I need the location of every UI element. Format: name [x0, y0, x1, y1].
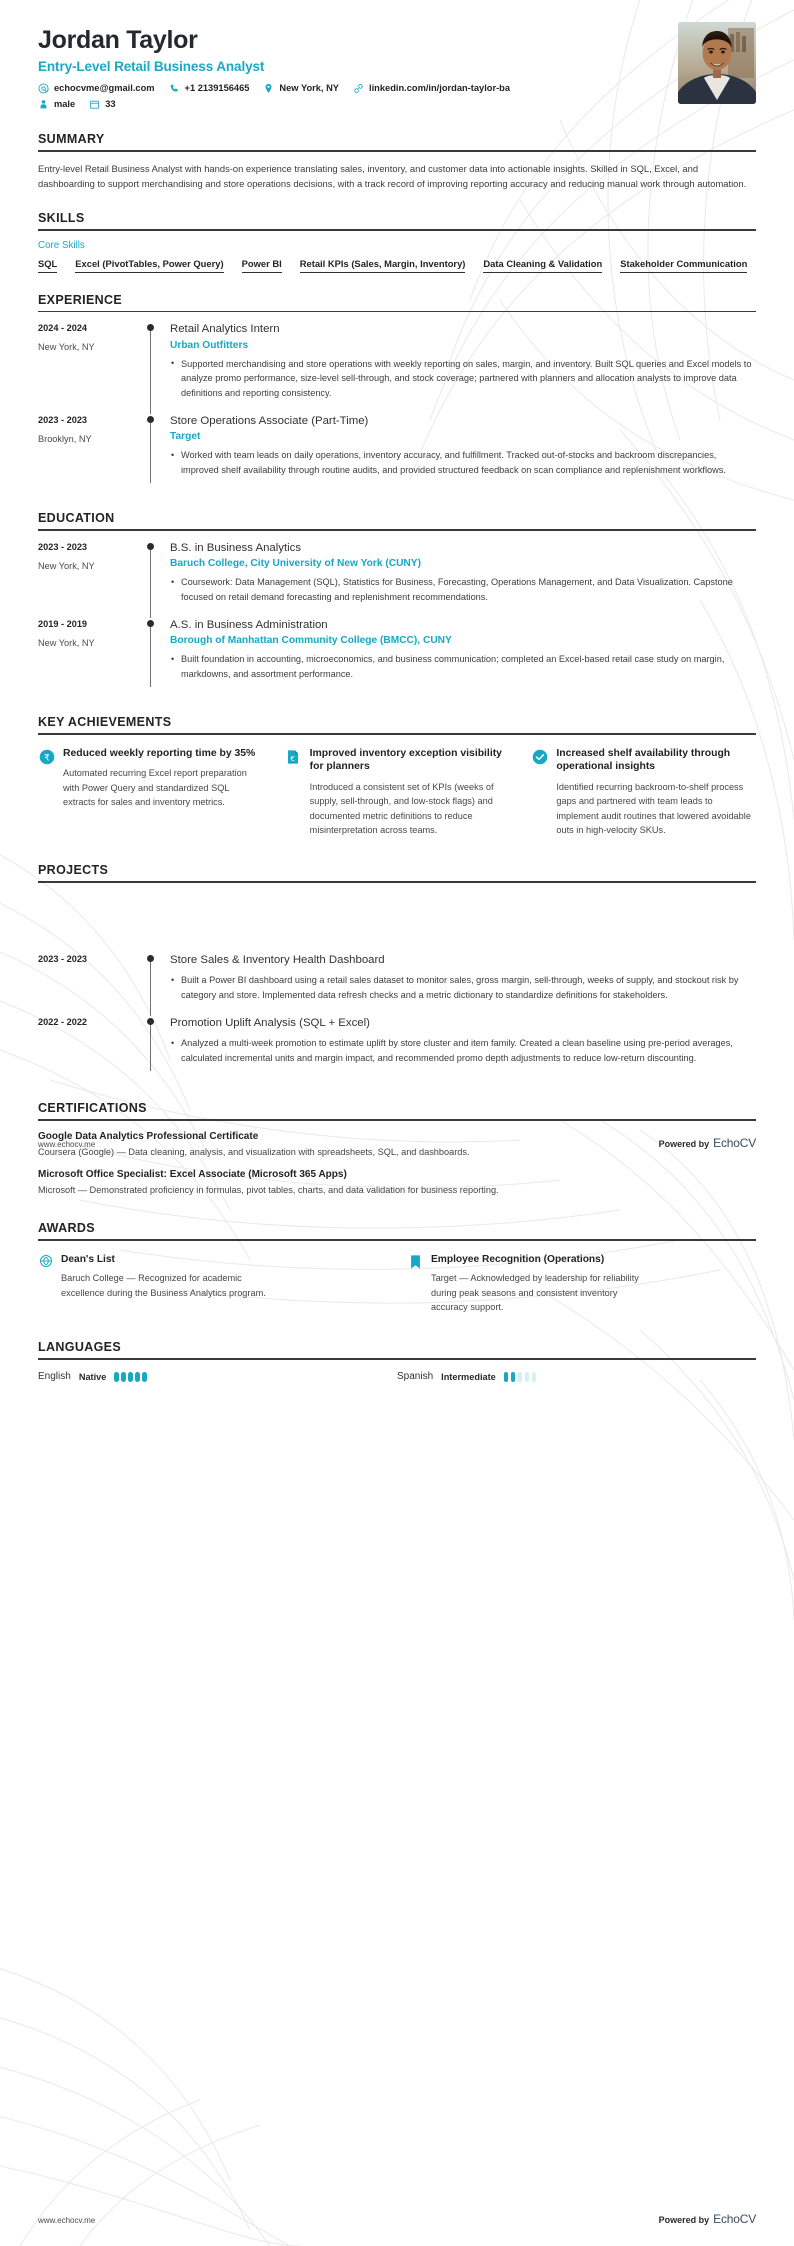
entry-date: 2023 - 2023 — [38, 954, 88, 965]
achievement-body — [556, 747, 756, 838]
entry-role: Store Operations Associate (Part-Time) — [170, 415, 369, 428]
proficiency-dot — [142, 1372, 147, 1382]
awards-grid — [38, 1253, 756, 1314]
entry-date: 2019 - 2019 — [38, 618, 88, 629]
contact-row-primary — [38, 83, 638, 94]
language-proficiency-dots — [114, 1372, 147, 1382]
experience-section-title: EXPERIENCE — [38, 292, 123, 307]
entry-location: New York, NY — [38, 560, 95, 571]
entry-organization: Target — [170, 431, 201, 443]
resume-header — [38, 0, 756, 112]
language-name: English — [38, 1371, 71, 1383]
proficiency-dot — [511, 1372, 516, 1382]
contact-email[interactable] — [38, 83, 155, 94]
proficiency-dot — [532, 1372, 537, 1382]
certification-description: Microsoft — Demonstrated proficiency in formulas, pivot tables, charts, and data validation for business reporting. — [38, 1184, 499, 1195]
summary-section-title: SUMMARY — [38, 132, 105, 146]
certification-name: Google Data Analytics Professional Certificate — [38, 1130, 259, 1142]
experience-entries — [38, 322, 756, 491]
link-icon — [353, 83, 364, 94]
language-name: Spanish — [397, 1371, 434, 1383]
entry-organization: Urban Outfitters — [170, 339, 249, 351]
award-body — [431, 1253, 643, 1314]
entry-body — [168, 1016, 756, 1079]
candidate-job-title: Entry-Level Retail Business Analyst — [38, 58, 265, 74]
entry-bullets — [170, 575, 756, 605]
section-languages — [38, 1340, 756, 1382]
section-experience — [38, 293, 756, 492]
check-circle-icon — [531, 749, 548, 766]
proficiency-dot — [128, 1372, 133, 1382]
achievement-card — [38, 747, 263, 838]
section-divider — [38, 150, 756, 152]
contact-location — [263, 83, 339, 94]
experience-entry — [38, 322, 756, 414]
awards-section-title: AWARDS — [38, 1221, 95, 1236]
footer-powered-by-label: Powered by — [658, 2215, 710, 2225]
timeline-rail — [146, 1016, 168, 1079]
entry-body — [168, 541, 756, 618]
calendar-icon — [89, 99, 100, 110]
entry-degree: A.S. in Business Administration — [170, 618, 328, 631]
project-name: Promotion Uplift Analysis (SQL + Excel) — [170, 1017, 370, 1030]
location-pin-icon — [263, 83, 274, 94]
project-entry — [38, 1016, 756, 1079]
achievements-section-title: KEY ACHIEVEMENTS — [38, 715, 172, 729]
entry-body — [168, 953, 756, 1016]
entry-meta — [38, 1016, 146, 1079]
proficiency-dot — [121, 1372, 126, 1382]
section-divider — [38, 529, 756, 531]
award-body — [61, 1253, 273, 1314]
skill-chip: Excel (PivotTables, Power Query) — [75, 258, 223, 273]
proficiency-dot — [504, 1372, 509, 1382]
footer-brand-name: EchoCV — [713, 1136, 756, 1150]
timeline-dot — [147, 620, 154, 627]
email-icon — [38, 83, 49, 94]
award-title: Dean's List — [61, 1253, 115, 1265]
entry-role: Retail Analytics Intern — [170, 323, 280, 336]
language-proficiency-dots — [504, 1372, 537, 1382]
timeline-rail — [146, 953, 168, 1016]
entry-bullets — [170, 652, 756, 682]
projects-entries — [38, 953, 756, 1079]
entry-bullets — [170, 973, 756, 1003]
contact-age — [89, 99, 115, 110]
entry-location: New York, NY — [38, 637, 95, 648]
section-education — [38, 511, 756, 695]
euro-document-icon — [285, 749, 302, 766]
section-summary — [38, 132, 756, 191]
phone-icon — [169, 83, 180, 94]
summary-text: Entry-level Retail Business Analyst with hands-on experience translating sales, inventory, and customer data into actionable insights. Skilled in SQL, Excel, and dashboarding to support merchandising and store operations decisions, with a track record of improving reporting accuracy and reducing manual work through automation. — [38, 162, 747, 189]
skills-section-title: SKILLS — [38, 211, 85, 226]
award-title: Employee Recognition (Operations) — [431, 1253, 605, 1265]
award-card — [38, 1253, 386, 1314]
entry-bullet: • Worked with team leads on daily operations, inventory accuracy, and fulfillment. Tracked out-of-stocks and backroom discrepancies, improved shelf availability through routine audits, and provided structured feedback on scan compliance and replenishment workflows. — [170, 448, 756, 478]
footer-brand-name: EchoCV — [713, 2212, 756, 2226]
timeline-dot — [147, 1018, 154, 1025]
entry-bullets — [170, 1036, 756, 1066]
contact-gender-text: male — [54, 99, 76, 110]
section-key-achievements — [38, 715, 756, 837]
page-footer — [38, 2212, 756, 2226]
achievement-title: Improved inventory exception visibility for planners — [309, 747, 502, 773]
education-section-title: EDUCATION — [38, 511, 115, 526]
language-item — [38, 1371, 397, 1382]
entry-bullet: • Built a Power BI dashboard using a retail sales dataset to monitor sales, gross margin, sell-through, weeks of supply, and stockout risk by category and store. Implemented data refresh checks and a metric dictionary to standardize definitions for stakeholders. — [170, 973, 756, 1003]
bookmark-icon — [408, 1254, 423, 1271]
section-divider — [38, 1358, 756, 1360]
timeline-rail — [146, 414, 168, 491]
award-description: Baruch College — Recognized for academic excellence during the Business Analytics program. — [61, 1273, 266, 1298]
certification-description: Coursera (Google) — Data cleaning, analysis, and visualization with spreadsheets, SQL, and dashboards. — [38, 1146, 470, 1157]
timeline-dot — [147, 416, 154, 423]
contact-location-text: New York, NY — [279, 83, 340, 94]
skill-chip: Retail KPIs (Sales, Margin, Inventory) — [300, 258, 466, 273]
language-item — [397, 1371, 756, 1382]
contact-linkedin-text: linkedin.com/in/jordan-taylor-ba — [369, 83, 511, 94]
project-name: Store Sales & Inventory Health Dashboard — [170, 954, 385, 967]
rupee-badge-icon — [38, 749, 55, 766]
entry-meta — [38, 953, 146, 1016]
entry-date: 2024 - 2024 — [38, 323, 88, 334]
entry-body — [168, 618, 756, 695]
section-divider — [38, 881, 756, 883]
skill-chip: SQL — [38, 258, 57, 273]
language-list — [38, 1371, 756, 1382]
skill-list — [38, 258, 756, 273]
contact-age-text: 33 — [105, 99, 116, 110]
contact-phone[interactable] — [169, 83, 250, 94]
skill-chip: Stakeholder Communication — [620, 258, 747, 273]
entry-bullet: • Built foundation in accounting, microeconomics, and business communication; completed an Excel-based retail case study on margin, markdowns, and assortment performance. — [170, 652, 756, 682]
entry-meta — [38, 541, 146, 618]
entry-bullets — [170, 357, 756, 402]
achievement-card — [285, 747, 510, 838]
person-icon — [38, 99, 49, 110]
entry-location: Brooklyn, NY — [38, 434, 92, 445]
timeline-dot — [147, 324, 154, 331]
section-divider — [38, 229, 756, 231]
entry-meta — [38, 618, 146, 695]
proficiency-dot — [525, 1372, 530, 1382]
entry-body — [168, 414, 756, 491]
education-entries — [38, 541, 756, 695]
contact-info — [38, 83, 638, 110]
contact-gender — [38, 99, 75, 110]
entry-bullet: • Coursework: Data Management (SQL), Statistics for Business, Forecasting, Operations Management, and Data Visualization. Capstone focused on retail demand forecasting and replenishment recommendations. — [170, 575, 756, 605]
education-entry — [38, 541, 756, 618]
section-divider — [38, 1239, 756, 1241]
avatar-portrait — [678, 22, 756, 104]
achievement-card — [531, 747, 756, 838]
achievement-title: Reduced weekly reporting time by 35% — [63, 747, 256, 759]
entry-date: 2022 - 2022 — [38, 1017, 88, 1028]
timeline-dot — [147, 955, 154, 962]
languages-section-title: LANGUAGES — [38, 1340, 122, 1355]
footer-url[interactable]: www.echocv.me — [38, 1140, 96, 1149]
certifications-section-title: CERTIFICATIONS — [38, 1101, 147, 1116]
entry-bullet: • Analyzed a multi-week promotion to estimate uplift by store cluster and item family. Created a clean baseline using pre-period averages, calculated incremental units and margin impact, and recommended promo depth adjustments to reduce low-return discounting. — [170, 1036, 756, 1066]
entry-location: New York, NY — [38, 342, 95, 353]
achievement-description: Automated recurring Excel report preparation with Power Query and standardized SQL extracts for sales and inventory metrics. — [63, 768, 247, 808]
svg-text:€: € — [290, 755, 296, 764]
achievement-title: Increased shelf availability through operational insights — [556, 747, 731, 773]
header-main — [38, 26, 638, 110]
entry-date: 2023 - 2023 — [38, 415, 88, 426]
timeline-rail — [146, 541, 168, 618]
achievement-description: Identified recurring backroom-to-shelf process gaps and partnered with team leads to implement audit routines that lowered avoidable outs in high-velocity SKUs. — [556, 782, 751, 836]
proficiency-dot — [114, 1372, 119, 1382]
certification-name: Microsoft Office Specialist: Excel Associate (Microsoft 365 Apps) — [38, 1168, 347, 1180]
language-level: Native — [78, 1371, 107, 1382]
entry-bullet: • Supported merchandising and store operations with weekly reporting on sales, margin, and inventory. Built SQL queries and Excel models to analyze promo performance, size-level sell-through, and stock coverage; partnered with planners and allocation analysts to improve data definitions and reporting consistency. — [170, 357, 756, 402]
experience-entry — [38, 414, 756, 491]
timeline-dot — [147, 543, 154, 550]
section-skills — [38, 211, 756, 273]
entry-institution: Baruch College, City University of New York (CUNY) — [170, 558, 421, 570]
section-divider — [38, 311, 756, 313]
entry-meta — [38, 322, 146, 414]
certification-item — [38, 1169, 756, 1198]
section-divider — [38, 733, 756, 735]
skill-chip: Power BI — [242, 258, 282, 273]
skills-group-label: Core Skills — [38, 239, 85, 251]
section-awards — [38, 1221, 756, 1314]
award-card — [408, 1253, 756, 1314]
award-description: Target — Acknowledged by leadership for reliability during peak seasons and consistent inventory accuracy support. — [431, 1273, 639, 1313]
entry-institution: Borough of Manhattan Community College (BMCC), CUNY — [170, 635, 452, 647]
entry-degree: B.S. in Business Analytics — [170, 541, 302, 554]
entry-bullets — [170, 448, 756, 478]
entry-date: 2023 - 2023 — [38, 541, 88, 552]
section-divider — [38, 1119, 756, 1121]
achievement-description: Introduced a consistent set of KPIs (weeks of supply, sell-through, and low-stock flags) and documented metric definitions to reduce misinterpretation across teams. — [309, 782, 494, 836]
contact-email-text: echocvme@gmail.com — [54, 83, 155, 94]
footer-brand — [659, 1136, 756, 1150]
achievements-grid — [38, 747, 756, 838]
footer-url[interactable]: www.echocv.me — [38, 2216, 96, 2225]
entry-body — [168, 322, 756, 414]
achievement-body — [310, 747, 510, 838]
contact-phone-text: +1 2139156465 — [184, 83, 250, 94]
education-entry — [38, 618, 756, 695]
footer-brand — [659, 2212, 756, 2226]
candidate-name: Jordan Taylor — [38, 26, 198, 54]
page-footer — [38, 1136, 756, 1150]
svg-text:₹: ₹ — [43, 753, 50, 764]
medal-icon — [38, 1254, 53, 1271]
timeline-rail — [146, 618, 168, 695]
project-entry — [38, 953, 756, 1016]
proficiency-dot — [518, 1372, 523, 1382]
timeline-rail — [146, 322, 168, 414]
contact-linkedin[interactable] — [353, 83, 510, 94]
entry-meta — [38, 414, 146, 491]
projects-section-title: PROJECTS — [38, 863, 109, 878]
proficiency-dot — [135, 1372, 140, 1382]
avatar — [678, 22, 756, 104]
language-level: Intermediate — [441, 1371, 496, 1382]
contact-row-secondary — [38, 99, 638, 110]
skill-chip: Data Cleaning & Validation — [483, 258, 602, 273]
footer-powered-by-label: Powered by — [658, 1139, 710, 1149]
section-projects — [38, 863, 756, 1079]
achievement-body — [63, 747, 263, 838]
